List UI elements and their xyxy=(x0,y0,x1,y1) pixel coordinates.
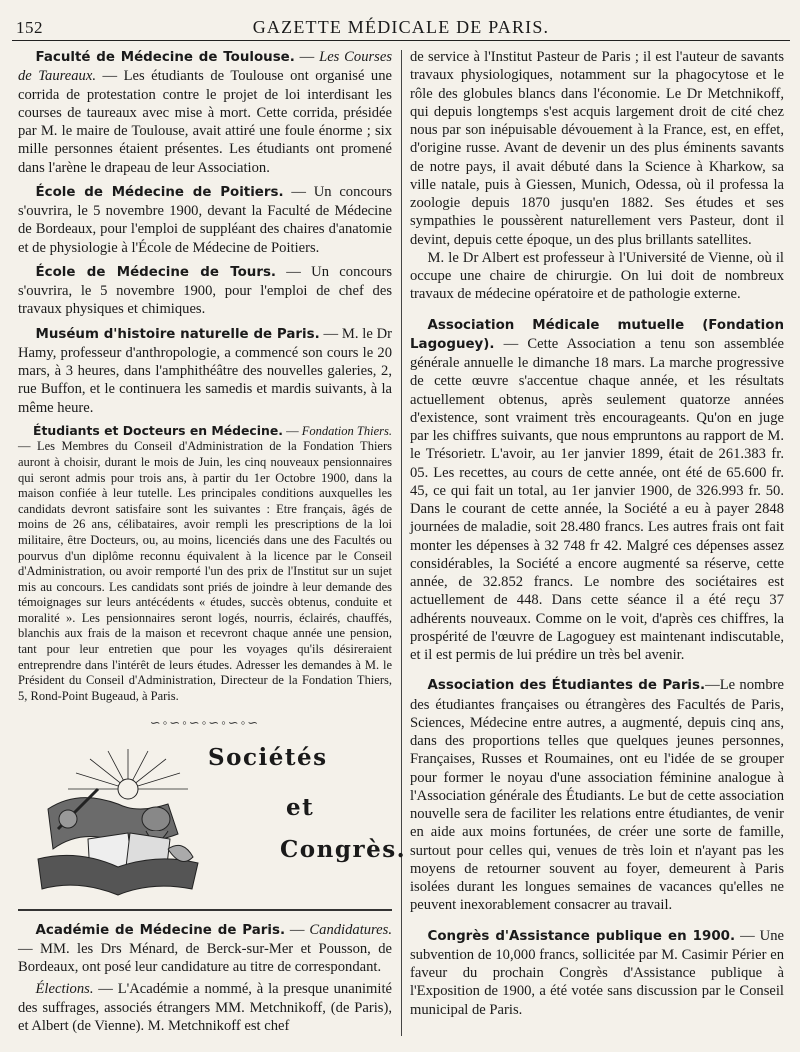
assistance-body: — Une subvention de 10,000 francs, sollicitée par M. Casimir Périer en faveur du prochain Congrès d'Assistance publique à l'Exposition de 1900, a été votée sans discussion par le Conseil municipal de Paris. xyxy=(410,927,784,1018)
thiers-heading: Étudiants et Docteurs en Médecine. xyxy=(33,422,283,438)
gazette-title: GAZETTE MÉDICALE DE PARIS. xyxy=(252,17,550,37)
page-header xyxy=(12,14,790,41)
museum-body: — M. le Dr Hamy, professeur d'anthropologie, a commencé son cours le 20 mars, à 3 heures, dans l'amphithéâtre des nouvelles galeries, 2, rue Buffon, et le continuera les samedis et mardis suivants, à la même heure. xyxy=(18,325,393,416)
toulouse-subheading: Les Courses de Taureaux. xyxy=(18,49,393,85)
assistance-heading: Congrès d'Assistance publique en 1900. xyxy=(427,928,736,944)
right-column xyxy=(410,48,784,1038)
banner-word-congres: Congrès. xyxy=(280,835,407,863)
toulouse-body: — Les étudiants de Toulouse ont organisé une corrida de protestation contre le projet de loi interdisant les courses de taureaux avec mise à mort. Cette corrida, présidée par M. le maire de Toulouse, avait attiré une foule énorme ; six mille personnes étaient présentes. Les étudiants ont promené dans l'arène le drapeau de leur Association. xyxy=(18,68,392,176)
banner-rule xyxy=(18,909,392,911)
etudiantes-heading: Association des Étudiantes de Paris. xyxy=(427,678,706,694)
thiers-section: Étudiants et Docteurs en Médecine. — Fondation Thiers. — Les Membres du Conseil d'Administration de la Fondation Thiers auront à choisir, durant le mois de Juin, les cinq nouveaux pensionnaires qui seront admis pour trois ans, à partir du 1er Octobre 1900, dans la maison confiée à leur tutelle. Les principales conditions auxquelles les candidats devront satisfaire sont les suivantes : Etre français, âgés de moins de 26 ans, célibataires, avoir rempli les prescriptions de la loi militaire, être Docteurs, ou, au moins, licenciés dans une des Facultés ou pourvus d'un diplôme reconnu équivalent à la licence par le Conseil d'Administration, ou avoir remporté l'un des prix de l'Institut sur un sujet mis au concours. Les candidats sont priés de joindre à leur demande des témoignages sur leurs antécédents « études, succès obtenus, conduite et moralité ». Les pensionnaires seront logés, nourris, éclairés, chauffés, blanchis aux frais de la maison et recevront chaque année une pension, tant pour leur entretien que pour les voyages qu'ils désireraient entreprendre dans l'intérêt de leurs études. Adresser les demandes à M. le Président du Conseil d'Administration, Directeur de la Fondation Thiers, 5, Rond-Point Bugeaud, à Paris. xyxy=(18,422,392,703)
toulouse-section: Faculté de Médecine de Toulouse. — Les Courses de Taureaux. — Les étudiants de Toulouse ont organisé une corrida de protestation contre le projet de loi interdisant les courses de taureaux avec mise à mort. Cette corrida, présidée par M. le maire de Toulouse, avait attiré une foule énorme ; six mille personnes étaient présentes. Les étudiants ont promené dans l'arène le drapeau de leur Association. xyxy=(18,49,393,176)
lagoguey-section xyxy=(410,316,784,665)
page-number: 152 xyxy=(16,18,43,37)
banner-word-et: et xyxy=(286,793,315,821)
poitiers-body: — Un concours s'ouvrira, le 5 novembre 1900, devant la Faculté de Médecine de Bordeaux, pour l'emploi de suppléant des chaires d'anatomie et de physiologie à l'École de Médecine de Poitiers. xyxy=(18,183,392,256)
poitiers-section xyxy=(18,183,392,257)
thiers-body: — Les Membres du Conseil d'Administration de la Fondation Thiers auront à choisir, durant le mois de Juin, les cinq nouveaux pensionnaires qui seront admis pour trois ans, à partir du 1er Octobre 1900, dans la maison confiée à leur tutelle. Les principales conditions auxquelles les candidats devront satisfaire sont les suivantes : Etre français, âgés de moins de 26 ans, célibataires, avoir rempli les prescriptions de la loi militaire, être Docteurs, ou, au moins, licenciés dans une des Facultés ou pourvus d'un diplôme reconnu équivalent à la licence par le Conseil d'Administration, ou avoir remporté l'un des prix de l'Institut sur un sujet mis au concours. Les candidats sont priés de joindre à leur demande des témoignages sur leurs antécédents « études, succès obtenus, conduite et moralité ». Les pensionnaires seront logés, nourris, éclairés, chauffés, blanchis aux frais de la maison et recevront chaque année une pension, tant pour leur entretien que pour les voyages qu'ils désireraient entreprendre dans l'intérêt de leurs études. Adresser les demandes à M. le Président du Conseil d'Administration, Directeur de la Fondation Thiers, 5, Rond-Point Bugeaud, à Paris. xyxy=(18,439,392,703)
column-divider xyxy=(401,50,402,1036)
albert-body: M. le Dr Albert est professeur à l'Université de Vienne, où il occupe une chaire de chirurgie. On lui doit de nombreux travaux de médecine opératoire et de pathologie externe. xyxy=(410,249,784,303)
academie-body: — MM. les Drs Ménard, de Berck-sur-Mer et Pousson, de Bordeaux, ont posé leur candidature au titre de correspondant. xyxy=(18,940,392,976)
banner-illustration xyxy=(28,749,203,899)
etudiantes-body: —Le nombre des étudiantes françaises ou étrangères des Facultés de Paris, Sciences, Médecine entre autres, a augmenté, depuis cinq ans, dans des proportions telles que quelques jeunes personnes, Françaises, Russes et Roumaines, ont eu l'idée de se grouper pour former le noyau d'une association féminine analogue à l'Association générale des Étudiants. Le but de cette association nouvelle sera de faciliter les relations entre étudiantes, de venir en aide aux moins fortunées, de créer une sorte de famille, surtout pour celles qui, venues de très loin et n'ayant pas les moyens de retourner souvent au foyer, demeurent à Paris isolées durant les longues semaines de vacances qu'elles ne peuvent inexorablement consacrer au travail. xyxy=(410,677,785,914)
metchnikoff-body: de service à l'Institut Pasteur de Paris ; il est l'auteur de savants travaux physiologiques, notamment sur la phagocytose et le rôle des globules blancs dans l'économie. Le Dr Metchnikoff, qui depuis longtemps s'est acquis largement droit de cité chez nous par son inépuisable dévouement à la France, est, en effet, d'origine russe. Avant de devenir un des plus éminents savants de notre pays, il avait débuté dans la Science à Kharkow, sa ville natale, puis à Giessen, Munich, Odessa, où il professa la zoologie depuis 1870 jusqu'en 1882. Ses études et ses sympathies le poussèrent naturellement vers Pasteur, dont il devint, depuis cette époque, un des plus brillants satellites. xyxy=(410,49,784,248)
elections-body: — L'Académie a nommé, à la presque unanimité des suffrages, associés étrangers MM. Metchnikoff, (de Paris), et Albert (de Vienne). M. Metchnikoff est chef xyxy=(18,981,392,1034)
tours-heading: École de Médecine de Tours. xyxy=(35,264,276,280)
academie-section: Académie de Médecine de Paris. — Candidatures. — MM. les Drs Ménard, de Berck-sur-Mer et Pousson, de Bordeaux, ont posé leur candidature au titre de correspondant. Élections. — L'Académie a nommé, à la presque unanimité des suffrages, associés étrangers MM. Metchnikoff, (de Paris), et Albert (de Vienne). M. Metchnikoff est chef xyxy=(18,921,392,1034)
etudiantes-section xyxy=(410,676,784,914)
lagoguey-heading: Association Médicale mutuelle (Fondation Lagoguey). xyxy=(410,317,784,352)
museum-section xyxy=(18,325,392,417)
metchnikoff-continuation xyxy=(410,48,784,304)
ornament-divider: ∽◦∽◦∽◦∽◦∽◦∽ xyxy=(149,715,261,731)
banner-word-societes: Sociétés xyxy=(208,743,328,771)
tours-body: — Un concours s'ouvrira, le 5 novembre 1900, pour l'emploi de chef des travaux physiques et chimiques. xyxy=(18,263,392,318)
toulouse-heading: Faculté de Médecine de Toulouse. xyxy=(35,50,295,65)
academie-subheading: Candidatures. xyxy=(309,921,392,938)
academie-heading: Académie de Médecine de Paris. xyxy=(35,922,286,938)
assistance-section xyxy=(410,927,784,1019)
left-column xyxy=(18,48,407,1038)
elections-label: Élections. xyxy=(35,981,94,998)
museum-heading: Muséum d'histoire naturelle de Paris. xyxy=(35,326,320,342)
societes-banner xyxy=(18,741,407,911)
tours-section xyxy=(18,263,392,319)
poitiers-heading: École de Médecine de Poitiers. xyxy=(35,184,284,200)
lagoguey-body: — Cette Association a tenu son assemblée générale annuelle le dimanche 18 mars. La marche progressive de cette œuvre s'accentue chaque année, et les résultats actuellement obtenus, après seulement quatorze années d'existence, sont vraiment très encourageants. Qu'on en juge par les chiffres suivants, que nous empruntons au rapport de M. le Trésorietr. L'avoir, au 1er janvier 1899, était de 261.383 fr. 05. Les recettes, au cours de cette année, ont été de 65.600 fr. 45, ce qui fait un total, au 1er janvier 1900, de 326.993 fr. 50. Dans le courant de cette année, la Société a eu à payer 2848 journées de maladie, soit 28.480 francs. Les autres frais ont fait monter les dépenses à 32 748 fr 42. Malgré ces dépenses assez considérables, la Société a encore augmenté sa réserve, cette année, de 32.852 francs. Le nombre des sociétaires est actuellement de 448. Dans cette séance il a été reçu 37 adhérents nouveaux. Comme on le voit, d'après ces chiffres, la prospérité de l'œuvre de Lagoguey est maintenant indiscutable, et il est permis de lui prédire un très bel avenir. xyxy=(410,335,784,663)
thiers-subheading: Fondation Thiers. xyxy=(301,423,392,438)
